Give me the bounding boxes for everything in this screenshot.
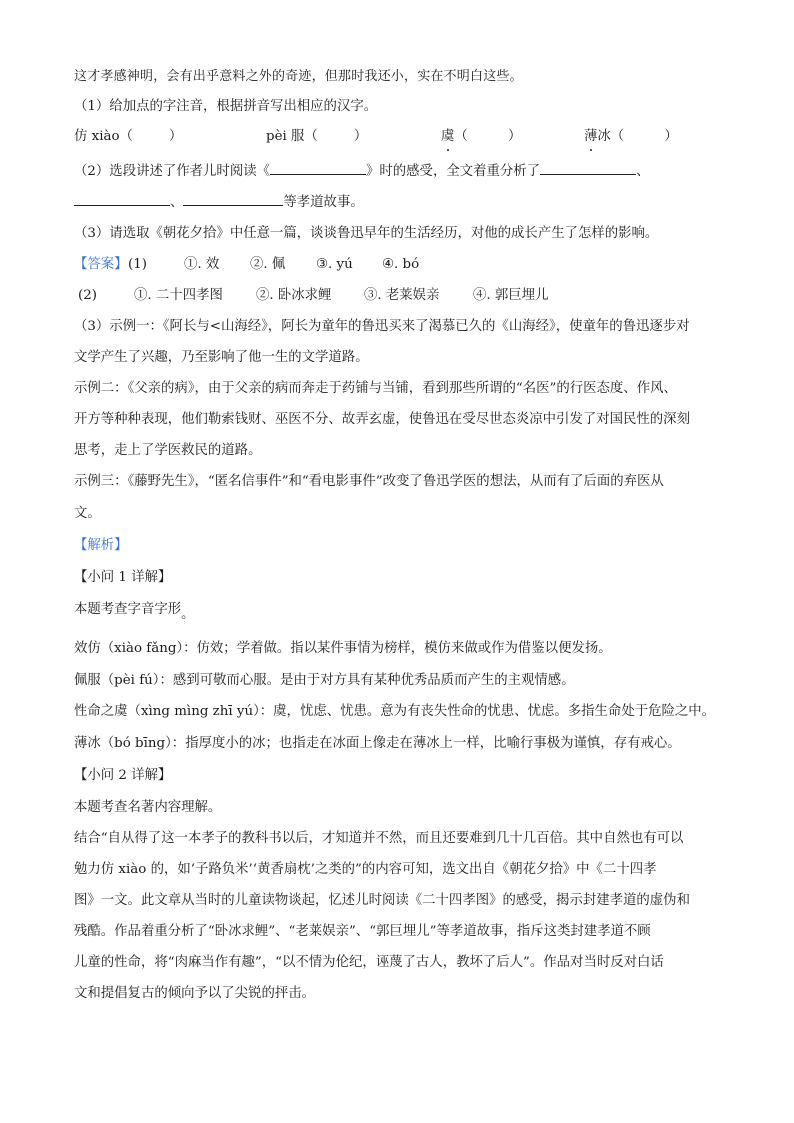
analysis-line: 文和提倡复古的倾向予以了尖锐的抨击。 <box>74 986 316 1001</box>
q1-item-fang: 仿 xiào（ ） <box>74 129 183 144</box>
question-1: （1）给加点的字注音，根据拼音写出相应的汉字。 <box>74 99 378 114</box>
answer-1-item: ②. 佩 <box>250 257 286 272</box>
answer-3-line: 文。 <box>74 506 101 521</box>
q1-item-pei: pèi 服（ ） <box>266 129 368 144</box>
analysis-line: 图》一文。此文章从当时的儿童读物谈起，忆述儿时阅读《二十四孝图》的感受，揭示封建孝道的虚伪和 <box>74 893 690 908</box>
dotted-char: 薄 <box>584 129 598 144</box>
analysis-tag: 【解析】 <box>74 538 128 553</box>
answer-1-item: ④. bó <box>382 257 420 272</box>
question-2-line-1: （2）选段讲述了作者儿时阅读《 》时的感受，全文着重分析了 、 <box>74 161 649 181</box>
subquestion-1-intro: 本题考查字音字形。 <box>74 602 195 622</box>
answer-2-item: ①. 二十四孝图 <box>134 288 223 303</box>
blank-3[interactable] <box>74 192 170 206</box>
answer-1-prefix: (1) <box>128 257 147 272</box>
analysis-line: 儿童的性命，将“肉麻当作有趣”，“以不情为伦纪，诬蔑了古人，教坏了后人”。作品对当时反对白话 <box>74 955 664 970</box>
analysis-line: 结合“自从得了这一本孝子的教科书以后，才知道并不然，而且还要难到几十几百倍。其中自然也有可以 <box>74 831 684 846</box>
question-2-line-2: 、 等孝道故事。 <box>74 192 364 212</box>
answer-2-item: ③. 老莱娱亲 <box>364 288 440 303</box>
blank-4[interactable] <box>183 192 283 206</box>
answer-1-item: ①. 效 <box>184 257 220 272</box>
subquestion-1-heading: 【小问 1 详解】 <box>74 570 172 585</box>
analysis-line: 勉力仿 xiào 的，如‘子路负米’‘黄香扇枕’之类的”的内容可知，选文出自《朝花夕拾》中《二十四孝 <box>74 862 657 877</box>
subquestion-2-heading: 【小问 2 详解】 <box>74 768 172 783</box>
answer-3-line: 思考，走上了学医救民的道路。 <box>74 443 262 458</box>
explanation-line: 薄冰（bó bīng）：指厚度小的冰；也指走在冰面上像走在薄冰上一样，比喻行事极为谨慎，存有戒心。 <box>74 736 681 751</box>
q1-item-yu: 虞（ ） <box>441 129 522 144</box>
analysis-line: 残酷。作品着重分析了“卧冰求鲤”、“老莱娱亲”、“郭巨埋儿”等孝道故事，指斥这类封建孝道不顾 <box>74 924 651 939</box>
answer-1-item: ③. yú <box>316 257 353 272</box>
q1-item-bobing: 薄冰（ ） <box>584 129 678 144</box>
blank-1[interactable] <box>270 161 366 175</box>
explanation-line: 效仿（xiào fǎng）：仿效；学着做。指以某件事情为榜样，模仿来做或作为借鉴以便发扬。 <box>74 641 612 656</box>
answer-2-prefix: (2) <box>78 288 97 303</box>
explanation-line: 佩服（pèi fú）：感到可敬而心服。是由于对方具有某种优秀品质而产生的主观情感。 <box>74 673 575 688</box>
dotted-char: 虞 <box>441 129 455 144</box>
answer-3-line: 示例三：《藤野先生》，“匿名信事件”和“看电影事件”改变了鲁迅学医的想法，从而有了后面的弃医从 <box>74 474 664 489</box>
blank-2[interactable] <box>540 161 636 175</box>
answer-tag: 【答案】 <box>74 257 128 272</box>
answer-3-line: （3）示例一：《阿长与<山海经》，阿长为童年的鲁迅买来了渴慕已久的《山海经》，使童年的鲁迅逐步对 <box>74 319 690 334</box>
answer-3-line: 开方等种种表现，他们勒索钱财、巫医不分、故弄玄虚，使鲁迅在受尽世态炎凉中引发了对国民性的深刻 <box>74 412 690 427</box>
answer-3-line: 文学产生了兴趣，乃至影响了他一生的文学道路。 <box>74 350 369 365</box>
explanation-line: 性命之虞（xìng mìng zhī yú）：虞，忧虑、忧患。意为有丧失性命的忧患、忧虑。多指生命处于危险之中。 <box>74 704 716 719</box>
answer-3-line: 示例二：《父亲的病》，由于父亲的病而奔走于药铺与当铺，看到那些所谓的“名医”的行医态度、作风、 <box>74 381 677 396</box>
answer-2-item: ②. 卧冰求鲤 <box>256 288 332 303</box>
answer-2-item: ④. 郭巨埋儿 <box>473 288 549 303</box>
question-3: （3）请选取《朝花夕拾》中任意一篇，谈谈鲁迅早年的生活经历，对他的成长产生了怎样的影响。 <box>74 226 659 241</box>
subquestion-2-intro: 本题考查名著内容理解。 <box>74 800 222 815</box>
passage-last-line: 这才孝感神明，会有出乎意料之外的奇迹，但那时我还小，实在不明白这些。 <box>74 69 523 84</box>
